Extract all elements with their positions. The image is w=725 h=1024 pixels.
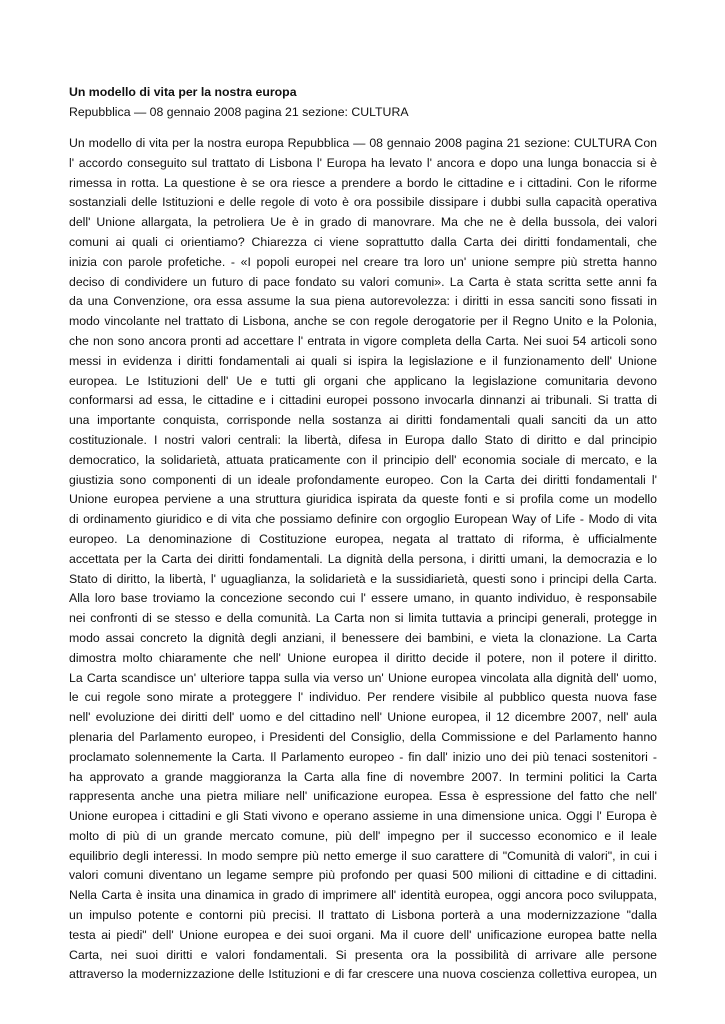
body-line: testa ai piedi" dell' Unione europea e dei suoi organi. Ma il cuore dell' unificazione europea batte nella [69, 927, 657, 942]
body-line: europeo. La denominazione di Costituzione europea, negata al trattato di riforma, è ufficialmente [69, 531, 657, 546]
body-line: costituzionale. I nostri valori centrali: la libertà, difesa in Europa dallo Stato di diritto e dal principio [69, 432, 657, 447]
body-line: attraverso la modernizzazione delle Istituzioni e di far crescere una nuova coscienza collettiva europea, un [69, 967, 657, 982]
body-line: una importante conquista, corrisponde nella sostanza ai diritti fondamentali quali sanciti da un atto [69, 413, 657, 428]
body-line: democratico, la solidarietà, attuata praticamente con il principio dell' economia sociale di mercato, e la [69, 452, 657, 467]
body-line: conformarsi ad essa, le cittadine e i cittadini europei possono invocarla dinnanzi ai tribunali. Si tratta di [69, 393, 657, 408]
body-line: le cui regole sono mirate a proteggere l' individuo. Per rendere visibile al pubblico questa nuova fase [69, 690, 657, 705]
body-line: nell' evoluzione dei diritti dell' uomo e del cittadino nell' Unione europea, il 12 dicembre 2007, nell' aula [69, 710, 657, 725]
body-line: rimessa in rotta. La questione è se ora riesce a prendere a bordo le cittadine e i cittadini. Con le riforme [69, 175, 657, 190]
body-line: accettata per la Carta dei diritti fondamentali. La dignità della persona, i diritti umani, la democrazia e lo [69, 551, 657, 566]
body-line: comuni ai quali ci orientiamo? Chiarezza ci viene soprattutto dalla Carta dei diritti fondamentali, che [69, 234, 657, 249]
document-page [69, 82, 657, 985]
body-line: molto di più di un grande mercato comune, più dell' impegno per il successo economico e il leale [69, 828, 657, 843]
body-line: Unione europea i cittadini e gli Stati vivono e operano assieme in una dimensione unica. Oggi l' Europa è [69, 809, 657, 824]
article-title: Un modello di vita per la nostra europa [69, 85, 297, 99]
body-line: da una Convenzione, ora essa assume la sua piena autorevolezza: i diritti in essa sanciti sono fissati in [69, 294, 657, 309]
body-line: messi in evidenza i diritti fondamentali ai quali si ispira la legislazione e il funzionamento dell' Unione [69, 353, 657, 368]
body-line: dimostra molto chiaramente che nell' Unione europea il diritto decide il potere, non il potere il diritto. [69, 650, 657, 665]
body-line: equilibrio degli interessi. In modo sempre più netto emerge il suo carattere di "Comunità di valori", in cui i [69, 848, 657, 863]
body-line: che non sono ancora pronti ad accettare l' entrata in vigore completa della Carta. Nei suoi 54 articoli sono [69, 333, 657, 348]
body-line: Carta, nei suoi diritti e valori fondamentali. Si presenta ora la possibilità di arrivare alle persone [69, 947, 657, 962]
body-line: plenaria del Parlamento europeo, i Presidenti del Consiglio, della Commissione e del Parlamento hanno [69, 729, 657, 744]
body-line: proclamato solennemente la Carta. Il Parlamento europeo - fin dall' inizio uno dei più tenaci sostenitori - [69, 749, 657, 764]
body-line: europea. Le Istituzioni dell' Ue e tutti gli organi che applicano la legislazione comunitaria devono [69, 373, 657, 388]
body-line: nei confronti di se stesso e della comunità. La Carta non si limita tuttavia a principi generali, protegge in [69, 611, 657, 626]
body-line: rappresenta anche una pietra miliare nell' unificazione europea. Essa è espressione del fatto che nell' [69, 789, 657, 804]
body-line: dell' Unione allargata, la petroliera Ue è in grado di manovrare. Ma che ne è della bussola, dei valori [69, 215, 657, 230]
body-line: Nella Carta è insita una dinamica in grado di imprimere all' identità europea, oggi ancora poco sviluppata, [69, 888, 657, 903]
body-line: sostanziali delle Istituzioni e delle regole di voto è ora possibile dissipare i dubbi sulla capacità operativa [69, 195, 657, 210]
body-line: Alla loro base troviamo la concezione secondo cui l' essere umano, in quanto individuo, è responsabile [69, 591, 657, 606]
body-line: giustizia sono componenti di un ideale profondamente europeo. Con la Carta dei diritti fondamentali l' [69, 472, 657, 487]
article-meta: Repubblica — 08 gennaio 2008 pagina 21 sezione: CULTURA [69, 105, 409, 119]
body-line: deciso di condividere un futuro di pace fondato su valori comuni». La Carta è stata scritta sette anni fa [69, 274, 657, 289]
body-line: modo vincolante nel trattato di Lisbona, anche se con regole derogatorie per il Regno Unito e la Polonia, [69, 314, 657, 329]
body-line: modo assai concreto la dignità degli anziani, il benessere dei bambini, e vieta la clonazione. La Carta [69, 630, 657, 645]
body-line: valori comuni diventano un legame sempre più profondo per quasi 500 milioni di cittadine e di cittadini. [69, 868, 657, 883]
body-line: La Carta scandisce un' ulteriore tappa sulla via verso un' Unione europea vincolata alla dignità dell' uomo, [69, 670, 657, 685]
body-line: ha approvato a grande maggioranza la Carta alla fine di novembre 2007. In termini politici la Carta [69, 769, 657, 784]
body-line: Un modello di vita per la nostra europa Repubblica — 08 gennaio 2008 pagina 21 sezione: CULTURA Con [69, 136, 657, 150]
body-line: l' accordo conseguito sul trattato di Lisbona l' Europa ha levato l' ancora e dopo una lunga bonaccia si è [69, 155, 657, 170]
body-line: Unione europea perviene a una struttura giuridica ispirata da queste fonti e si profila come un modello [69, 492, 657, 507]
body-line: inizia con parole profetiche. - «I popoli europei nel creare tra loro un' unione sempre più stretta hanno [69, 254, 657, 269]
body-line: un impulso potente e contorni più precisi. Il trattato di Lisbona porterà a una modernizzazione "dalla [69, 908, 657, 923]
article-body [69, 134, 657, 985]
body-line: Stato di diritto, la libertà, l' uguaglianza, la solidarietà e la sussidiarietà, questi sono i principi della Carta. [69, 571, 657, 586]
body-line: di ordinamento giuridico e di vita che possiamo definire con orgoglio European Way of Life - Modo di vita [69, 512, 657, 527]
